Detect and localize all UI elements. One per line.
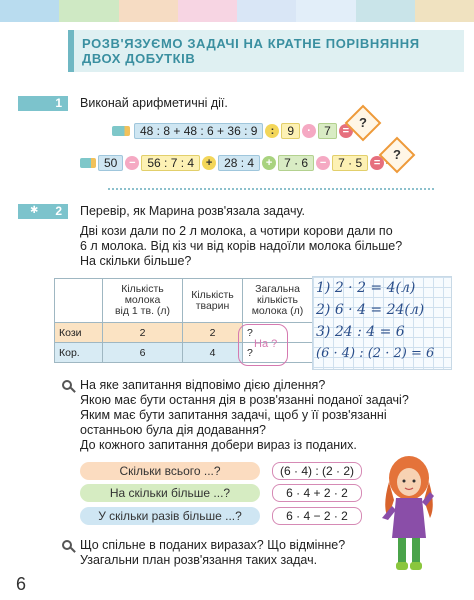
final-line: Узагальни план розв'язання таких задач. [80,553,318,567]
pencil-icon [80,158,96,168]
solution-line: (6 · 4) : (2 · 2) = 6 [316,346,435,361]
color-stripe [178,0,237,22]
question-ratio[interactable]: У скільки разів більше ...? [80,507,260,525]
chain-2-op-0: − [125,156,139,170]
header-line: Кількість [121,283,164,295]
header-line: Загальна [255,283,300,295]
problem-line: 6 л молока. Від кіз чи від корів надоїли молока більше? [80,239,403,253]
cell-milk: 6 [103,343,183,363]
chain-2-op-2: + [262,156,276,170]
girl-illustration [374,456,444,574]
color-stripe [415,0,474,22]
chain-2-c: 7 · 6 [278,155,314,171]
table-header-total [243,279,313,323]
color-stripe [356,0,415,22]
task-1-instruction: Виконай арифметичні дії. [80,96,228,110]
header-line: кількість [257,294,298,306]
question-line: На яке запитання відповімо дією ділення? [80,378,326,392]
cell-count: 4 [183,343,243,363]
question-line: останньою була дія додавання? [80,423,266,437]
color-stripe [237,0,296,22]
question-line: До кожного запитання добери вираз із поданих. [80,438,357,452]
final-questions [80,538,380,568]
header-line: тварин [195,299,230,312]
solution-line: 1) 2 · 2 = 4(л) [316,280,416,296]
question-difference[interactable]: На скільки більше ...? [80,484,260,502]
cell-milk: 2 [103,323,183,343]
chain-2-op-4: = [370,156,384,170]
expression-sum[interactable]: 6 · 4 + 2 · 2 [272,484,362,502]
color-stripe [59,0,118,22]
header-line: Кількість [191,288,234,301]
solution-line: 2) 6 · 4 = 24(л) [316,302,425,318]
color-stripe [296,0,355,22]
problem-line: Дві кози дали по 2 л молока, а чотири корови дали по [80,224,393,238]
chain-1-result[interactable]: ? [359,115,367,130]
task-2-number: 2 [18,204,68,219]
table-corner [55,279,103,323]
expression-difference[interactable]: 6 · 4 − 2 · 2 [272,507,362,525]
chain-2-result[interactable]: ? [393,147,401,162]
color-stripe [0,0,59,22]
pencil-icon [112,126,130,136]
solution-line: 3) 24 : 4 = 6 [316,324,405,340]
problem-line: На скільки більше? [80,254,192,268]
chain-2-a: 56 : 7 : 4 [141,155,200,171]
lesson-title-line-1: РОЗВ'ЯЗУЄМО ЗАДАЧІ НА КРАТНЕ ПОРІВНЯННЯ [82,36,420,51]
chain-2-op-3: − [316,156,330,170]
cell-count: 2 [183,323,243,343]
cell-total: ? [243,323,313,343]
chain-1-op-3: = [339,124,353,138]
table-header-milk [103,279,183,323]
magnifier-icon [62,540,76,554]
chain-2-start: 50 [98,155,123,171]
chain-1-expression: 48 : 8 + 48 : 6 + 36 : 9 [134,123,263,139]
lesson-title [82,36,462,66]
expression-ratio[interactable]: (6 · 4) : (2 · 2) [272,462,362,480]
header-line: молока (л) [251,305,304,317]
chain-2-b: 28 : 4 [218,155,260,171]
question-line: Якою має бути остання дія в розв'язанні поданої задачі? [80,393,409,407]
chain-2-op-1: + [202,156,216,170]
lesson-header [68,30,464,72]
header-line: від 1 тв. (л) [114,305,171,317]
final-line: Що спільне в поданих виразах? Що відмінне? [80,538,346,552]
chain-1-op-1: : [265,124,279,138]
task-1-number: 1 [18,96,68,111]
page-number: 6 [16,574,27,594]
discussion-questions [80,378,464,453]
sparkle-icon: ✱ [30,205,39,216]
row-label: Кози [55,323,103,343]
table-header-count [183,279,243,323]
chain-1-value-1: 9 [281,123,300,139]
chain-1-value-2: 7 [318,123,337,139]
task-2-problem [80,224,464,269]
chain-1-op-2: · [302,124,316,138]
task-1-chain-2 [80,154,394,172]
task-2-instruction: Перевір, як Марина розв'язала задачу. [80,204,305,218]
cell-total: ? [243,343,313,363]
lesson-title-line-2: ДВОХ ДОБУТКІВ [82,51,196,66]
header-line: молока [124,294,161,306]
chain-2-d: 7 · 5 [332,155,368,171]
question-line: Яким має бути запитання задачі, щоб у її розв'язанні [80,408,387,422]
magnifier-icon [62,380,76,394]
header-accent-bar [68,30,74,72]
task-1-chain-1 [112,122,363,140]
difference-label: На ? [254,338,278,350]
top-color-stripes [0,0,474,22]
row-label: Кор. [55,343,103,363]
color-stripe [119,0,178,22]
section-divider [108,188,434,190]
question-total[interactable]: Скільки всього ...? [80,462,260,480]
